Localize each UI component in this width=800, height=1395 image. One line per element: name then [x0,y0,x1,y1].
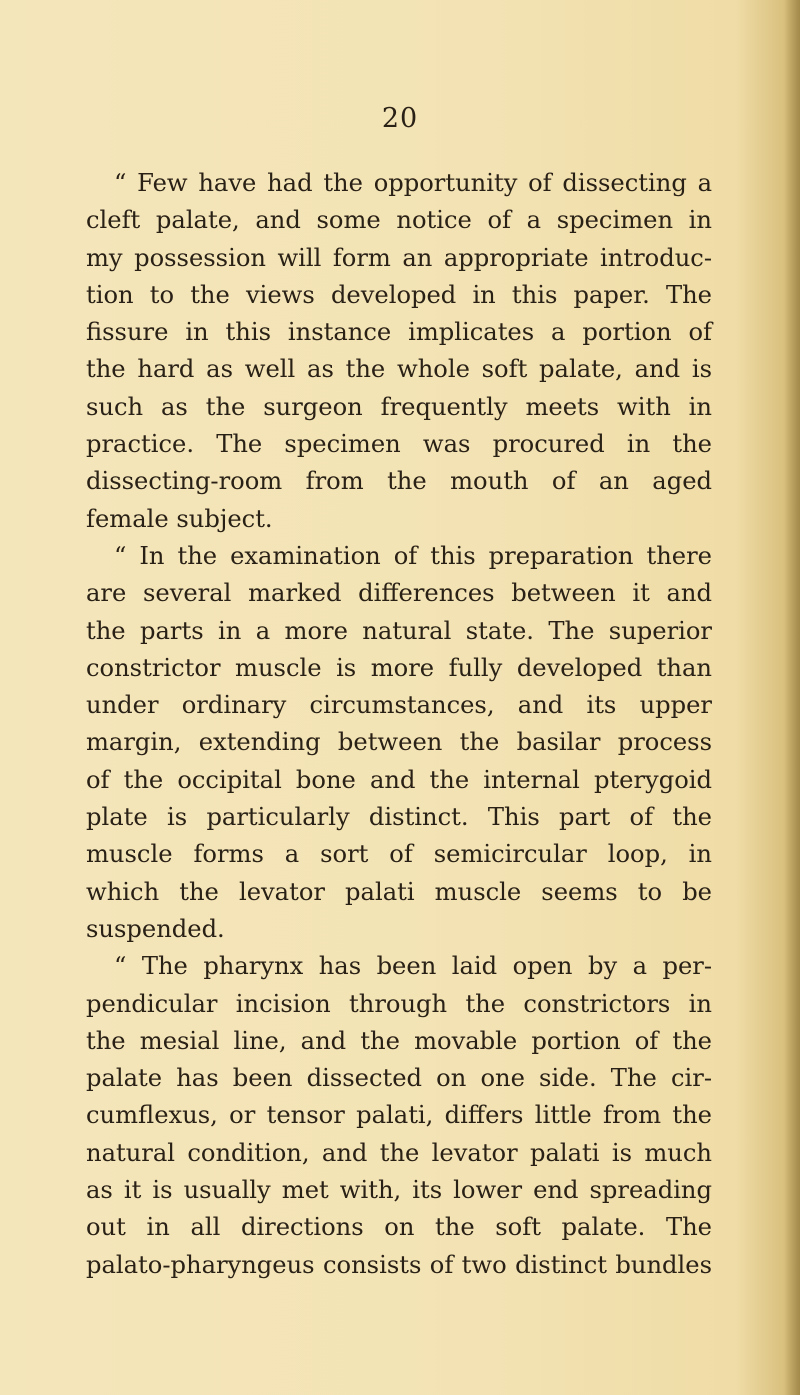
text-line: “ In the examination of this preparation there [114,541,712,570]
text-line: under ordinary circumstances, and its upper [86,691,712,720]
text-line: margin, extending between the basilar process [86,728,712,757]
text-line: the mesial line, and the movable portion of the [86,1026,712,1055]
text-line: fissure in this instance implicates a portion of [86,318,712,347]
body-text [86,165,712,1284]
text-line: as it is usually met with, its lower end spreading [86,1176,712,1205]
text-line: such as the surgeon frequently meets with in [86,392,712,421]
text-line: dissecting-room from the mouth of an aged [86,467,712,496]
text-line: cleft palate, and some notice of a specimen in [86,206,712,235]
text-line: “ Few have had the opportunity of dissecting a [114,169,712,197]
text-line: suspended. [86,914,225,943]
text-line: plate is particularly distinct. This part of the [86,803,712,832]
text-line: natural condition, and the levator palati is much [86,1138,712,1167]
text-line: constrictor muscle is more fully developed than [86,653,712,682]
text-line: which the levator palati muscle seems to be [86,877,712,906]
text-line: “ The pharynx has been laid open by a per- [114,952,712,981]
text-line: of the occipital bone and the internal pterygoid [86,765,712,794]
text-line: pendicular incision through the constrictors in [86,989,712,1018]
text-line: tion to the views developed in this paper. The [86,280,712,309]
text-line: cumflexus, or tensor palati, differs little from the [86,1101,712,1130]
page-edge-shadow [784,0,800,1395]
text-line: palato-pharyngeus consists of two distinct bundles [86,1250,712,1279]
text-line: the parts in a more natural state. The superior [86,616,712,645]
text-line: practice. The specimen was procured in the [86,430,712,459]
text-line: muscle forms a sort of semicircular loop, in [86,840,712,869]
page-number: 20 [381,103,419,134]
text-line: palate has been dissected on one side. The cir- [86,1064,712,1093]
text-line: my possession will form an appropriate introduc- [86,243,712,272]
text-line: female subject. [86,504,273,533]
text-line: are several marked differences between it and [86,579,712,608]
text-line: the hard as well as the whole soft palate, and is [86,355,712,384]
text-line: out in all directions on the soft palate. The [86,1213,712,1242]
